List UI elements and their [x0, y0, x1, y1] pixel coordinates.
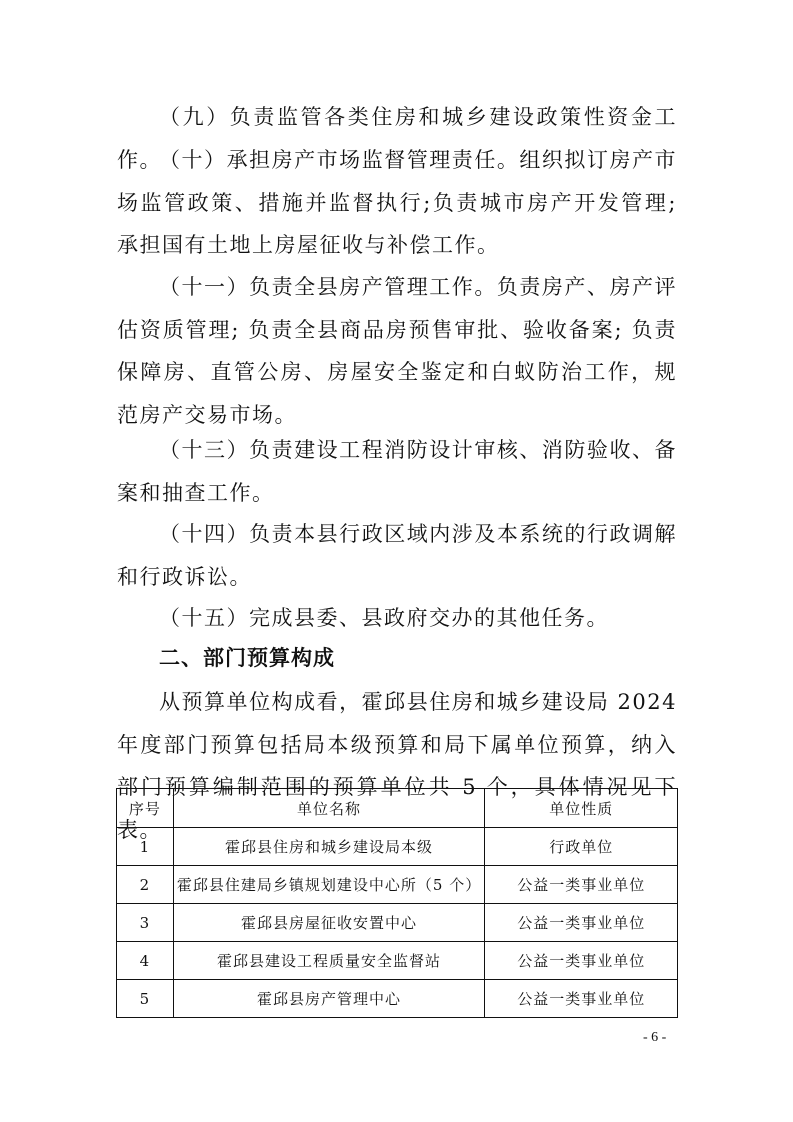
- cell-unit-type: 公益一类事业单位: [485, 904, 678, 942]
- page-number: - 6 -: [643, 1030, 667, 1045]
- paragraph-item-9: （九）负责监管各类住房和城乡建设政策性资金工作。: [117, 105, 677, 172]
- cell-serial-number: 4: [117, 942, 174, 980]
- table-row: [117, 904, 678, 942]
- table-row: [117, 866, 678, 904]
- section-heading: 二、部门预算构成: [159, 646, 335, 670]
- cell-serial-number: 5: [117, 980, 174, 1018]
- cell-serial-number: 2: [117, 866, 174, 904]
- header-unit-name: 单位名称: [173, 789, 485, 828]
- cell-unit-type: 公益一类事业单位: [485, 866, 678, 904]
- budget-units-table: [116, 788, 678, 1018]
- table-row: [117, 942, 678, 980]
- paragraph-item-14: （十四）负责本县行政区域内涉及本系统的行政调解和行政诉讼。: [117, 522, 677, 589]
- paragraph-item-15: （十五）完成县委、县政府交办的其他任务。: [159, 606, 609, 630]
- cell-unit-name: 霍邱县建设工程质量安全监督站: [173, 942, 485, 980]
- table-header-row: [117, 789, 678, 828]
- cell-serial-number: 3: [117, 904, 174, 942]
- paragraph-item-13: （十三）负责建设工程消防设计审核、消防验收、备案和抽查工作。: [117, 438, 677, 505]
- cell-unit-name: 霍邱县房产管理中心: [173, 980, 485, 1018]
- cell-unit-name: 霍邱县房屋征收安置中心: [173, 904, 485, 942]
- cell-unit-type: 行政单位: [485, 828, 678, 866]
- cell-unit-name: 霍邱县住建局乡镇规划建设中心所（5 个）: [173, 866, 485, 904]
- cell-serial-number: 1: [117, 828, 174, 866]
- intro-paragraph: 从预算单位构成看，霍邱县住房和城乡建设局 2024 年度部门预算包括局本级预算和局下属单位预算，纳入部门预算编制范围的预算单位共 5 个，具体情况见下表。: [117, 690, 677, 842]
- header-serial-number: 序号: [117, 789, 174, 828]
- paragraph-item-11: （十一）负责全县房产管理工作。负责房产、房产评估资质管理; 负责全县商品房预售审批、验收备案; 负责保障房、直管公房、房屋安全鉴定和白蚁防治工作，规范房产交易市场。: [117, 275, 677, 427]
- cell-unit-type: 公益一类事业单位: [485, 942, 678, 980]
- cell-unit-type: 公益一类事业单位: [485, 980, 678, 1018]
- paragraph-item-10: （十）承担房产市场监督管理责任。组织拟订房产市场监管政策、措施并监督执行;负责城市房产开发管理; 承担国有土地上房屋征收与补偿工作。: [117, 148, 677, 257]
- header-unit-type: 单位性质: [485, 789, 678, 828]
- table-row: [117, 828, 678, 866]
- table-row: [117, 980, 678, 1018]
- cell-unit-name: 霍邱县住房和城乡建设局本级: [173, 828, 485, 866]
